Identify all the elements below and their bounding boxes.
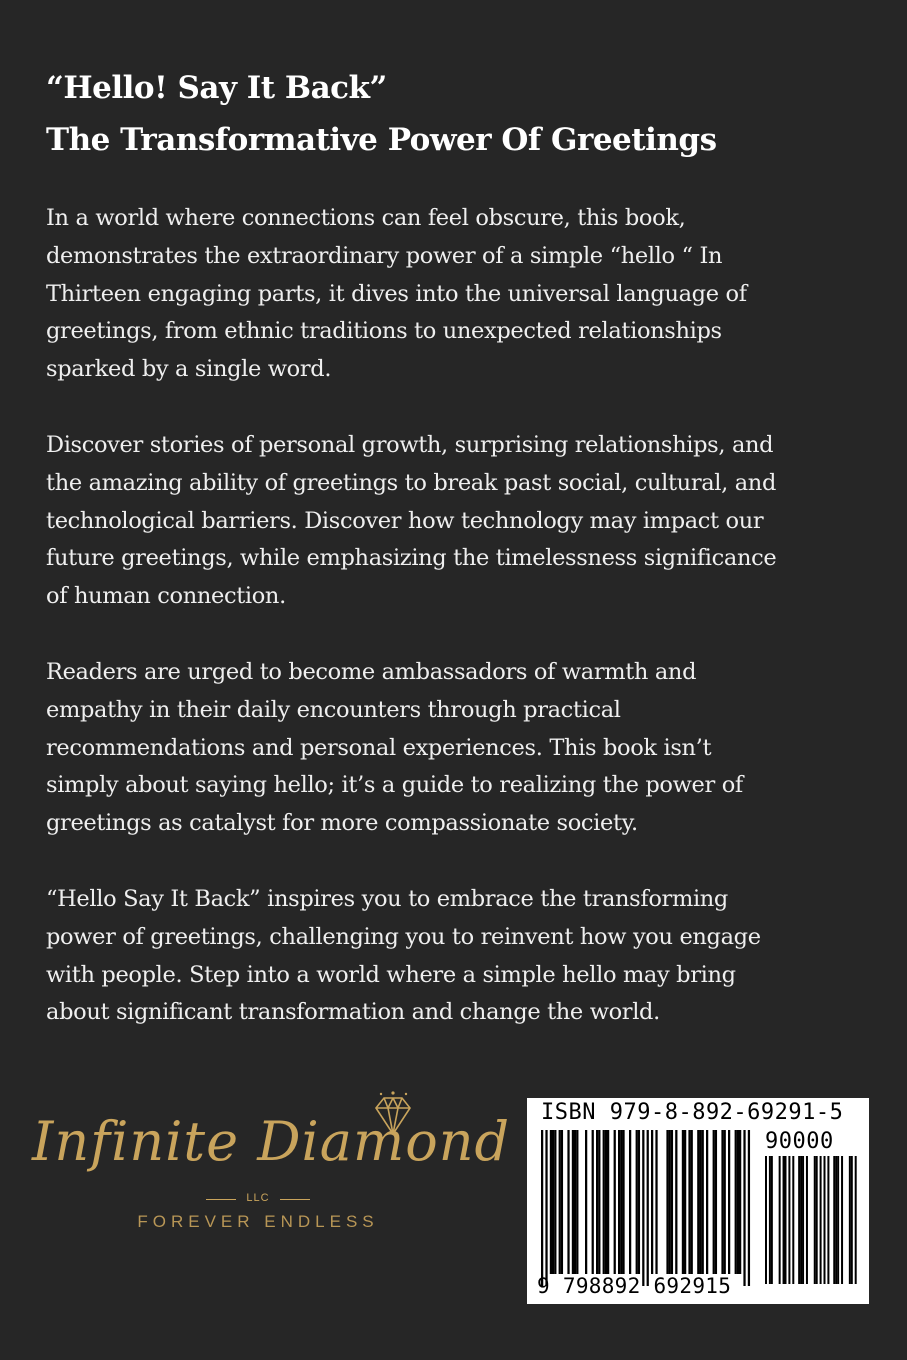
barcode-addon-bar bbox=[788, 1156, 790, 1284]
barcode-addon-bar bbox=[783, 1156, 785, 1284]
text-line: recommendations and personal experiences. This book isn’t bbox=[46, 734, 712, 761]
barcode-bar bbox=[706, 1130, 708, 1274]
barcode-addon-bar bbox=[837, 1156, 839, 1284]
barcode-bar bbox=[675, 1130, 677, 1274]
barcode-bar bbox=[574, 1130, 576, 1274]
barcode-bar bbox=[561, 1130, 563, 1274]
barcode-bar bbox=[585, 1130, 587, 1274]
barcode-bar bbox=[607, 1130, 609, 1274]
barcode-bar bbox=[603, 1130, 605, 1274]
book-subtitle: The Transformative Power Of Greetings bbox=[46, 122, 717, 158]
barcode-digits: 9 798892 692915 bbox=[537, 1274, 732, 1298]
barcode-addon-bar bbox=[798, 1156, 800, 1284]
title-block bbox=[46, 62, 866, 166]
barcode-addon-bar bbox=[769, 1156, 771, 1284]
book-title: “Hello! Say It Back” bbox=[46, 70, 387, 106]
barcode-bar bbox=[572, 1130, 574, 1274]
barcode-addon-bar bbox=[827, 1156, 829, 1284]
text-line: empathy in their daily encounters through practical bbox=[46, 696, 621, 723]
logo-rule bbox=[280, 1199, 310, 1200]
text-line: the amazing ability of greetings to break past social, cultural, and bbox=[46, 469, 776, 496]
barcode-bar bbox=[671, 1130, 673, 1274]
isbn-label: ISBN 979-8-892-69291-5 bbox=[541, 1100, 844, 1125]
barcode-addon-bar bbox=[824, 1156, 826, 1284]
barcode-addon-bar bbox=[849, 1156, 851, 1284]
barcode-addon-bar bbox=[785, 1156, 787, 1284]
barcode-bar bbox=[596, 1130, 598, 1274]
text-line: about significant transformation and change the world. bbox=[46, 999, 660, 1026]
barcode-addon-bar bbox=[851, 1156, 853, 1284]
text-line: power of greetings, challenging you to reinvent how you engage bbox=[46, 923, 761, 950]
barcode-bar bbox=[638, 1130, 640, 1274]
text-line: with people. Step into a world where a simple hello may bring bbox=[46, 961, 736, 988]
barcode-bar bbox=[605, 1130, 607, 1274]
barcode-bar bbox=[618, 1130, 620, 1274]
barcode-addon-bar bbox=[802, 1156, 804, 1284]
barcode-bar bbox=[552, 1130, 554, 1274]
text-line: Thirteen engaging parts, it dives into the universal language of bbox=[46, 280, 747, 307]
barcode-bar bbox=[748, 1130, 750, 1286]
barcode-bar bbox=[697, 1130, 699, 1274]
barcode-bar bbox=[576, 1130, 578, 1274]
barcode-bar bbox=[541, 1130, 543, 1286]
text-line: In a world where connections can feel obscure, this book, bbox=[46, 205, 686, 231]
text-line: Discover stories of personal growth, surprising relationships, and bbox=[46, 431, 774, 458]
logo-tagline: FOREVER ENDLESS bbox=[137, 1212, 379, 1231]
barcode-bar bbox=[743, 1130, 745, 1286]
text-line: “Hello Say It Back” inspires you to embrace the transforming bbox=[46, 885, 728, 912]
barcode-bar bbox=[567, 1130, 569, 1274]
text-line: Readers are urged to become ambassadors of warmth and bbox=[46, 658, 697, 685]
barcode-bar bbox=[651, 1130, 653, 1274]
barcode-addon-bar bbox=[800, 1156, 802, 1284]
text-line: greetings, from ethnic traditions to unexpected relationships bbox=[46, 318, 722, 345]
blurb-paragraph bbox=[46, 200, 866, 389]
barcode-bar bbox=[622, 1130, 624, 1274]
barcode-bar bbox=[554, 1130, 556, 1274]
barcode-addon-bar bbox=[855, 1156, 857, 1284]
barcode-bar bbox=[702, 1130, 704, 1274]
barcode-bar bbox=[655, 1130, 657, 1274]
text-line: demonstrates the extraordinary power of a simple “hello “ In bbox=[46, 242, 723, 269]
barcode-addon-bar bbox=[816, 1156, 818, 1284]
blurb bbox=[46, 200, 866, 1070]
barcode-bar bbox=[713, 1130, 715, 1274]
barcode-addon-bar bbox=[833, 1156, 835, 1284]
barcode-bar bbox=[636, 1130, 638, 1274]
barcode-bar bbox=[598, 1130, 600, 1274]
text-line: greetings as catalyst for more compassionate society. bbox=[46, 810, 638, 837]
barcode-addon-bar bbox=[814, 1156, 816, 1284]
barcode-addon-bar bbox=[779, 1156, 781, 1284]
barcode-bar bbox=[691, 1130, 693, 1274]
barcode-bar bbox=[739, 1130, 741, 1274]
barcode-bar bbox=[669, 1130, 671, 1274]
barcode-bar bbox=[682, 1130, 684, 1274]
barcode-addon-bar bbox=[806, 1156, 808, 1284]
isbn-barcode bbox=[527, 1098, 869, 1304]
blurb-paragraph bbox=[46, 654, 866, 843]
barcode-addon-number: 90000 bbox=[765, 1129, 834, 1154]
barcode-bar bbox=[721, 1130, 723, 1274]
text-line: of human connection. bbox=[46, 583, 286, 610]
barcode-bar bbox=[715, 1130, 717, 1274]
barcode-addon-bar bbox=[835, 1156, 837, 1284]
text-line: sparked by a single word. bbox=[46, 356, 332, 383]
barcode-bar bbox=[592, 1130, 594, 1274]
publisher-logo bbox=[28, 1088, 511, 1248]
barcode-bar bbox=[614, 1130, 616, 1274]
blurb-paragraph bbox=[46, 881, 866, 1032]
barcode-bar bbox=[647, 1130, 649, 1286]
barcode-bar bbox=[642, 1130, 644, 1286]
barcode-bar bbox=[666, 1130, 668, 1274]
logo-wordmark: Infinite Diamond bbox=[32, 1110, 511, 1173]
barcode-addon-bar bbox=[765, 1156, 767, 1284]
text-line: simply about saying hello; it’s a guide to realizing the power of bbox=[46, 772, 743, 799]
blurb-paragraph bbox=[46, 427, 866, 616]
barcode-bar bbox=[728, 1130, 730, 1274]
barcode-bar bbox=[688, 1130, 690, 1274]
barcode-bar bbox=[559, 1130, 561, 1274]
barcode-addon-bar bbox=[771, 1156, 773, 1284]
barcode-addon-bar bbox=[792, 1156, 794, 1284]
barcode-bar bbox=[545, 1130, 547, 1286]
barcode-bar bbox=[550, 1130, 552, 1274]
barcode-addon-bar bbox=[820, 1156, 822, 1284]
barcode-bar bbox=[629, 1130, 631, 1274]
barcode-bar bbox=[620, 1130, 622, 1274]
text-line: future greetings, while emphasizing the timelessness significance bbox=[46, 545, 777, 572]
barcode-bar bbox=[724, 1130, 726, 1274]
barcode-bar bbox=[737, 1130, 739, 1274]
barcode-bar bbox=[699, 1130, 701, 1274]
text-line: technological barriers. Discover how technology may impact our bbox=[46, 507, 764, 534]
barcode-bar bbox=[684, 1130, 686, 1274]
barcode-addon-bar bbox=[841, 1156, 843, 1284]
logo-llc: LLC bbox=[246, 1192, 270, 1204]
barcode-bar bbox=[735, 1130, 737, 1274]
